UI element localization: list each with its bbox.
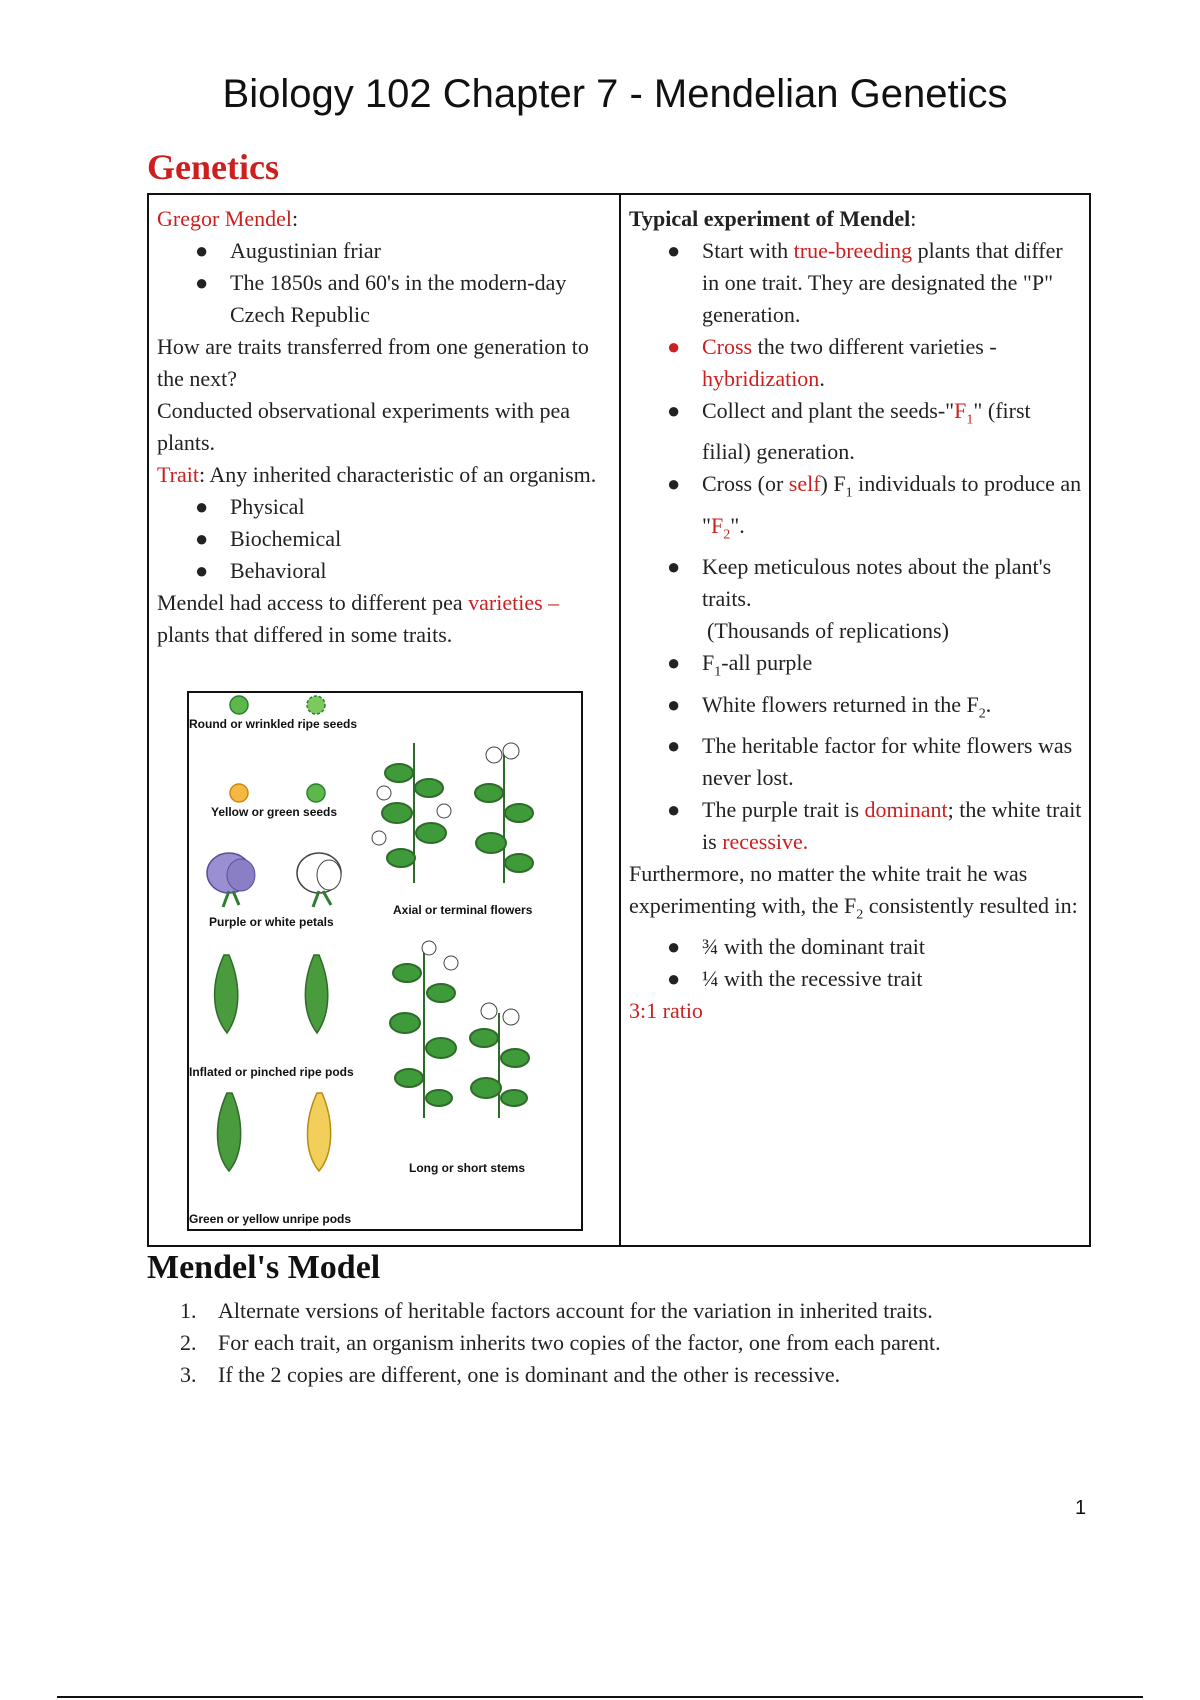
- list-item: ● ¼ with the recessive trait: [629, 963, 1084, 995]
- white-flower-icon: [297, 853, 341, 907]
- bullet-icon: ●: [667, 238, 681, 263]
- bullet-icon: ●: [195, 270, 209, 295]
- trait-types: [157, 491, 612, 587]
- list-item: ● Biochemical: [157, 523, 612, 555]
- green-seed-icon: [307, 784, 325, 802]
- bullet-icon: ●: [667, 966, 681, 992]
- list-item: ● Behavioral: [157, 555, 612, 587]
- bullet-icon: ●: [195, 494, 209, 519]
- bullet-icon: ●: [667, 554, 681, 580]
- left-column: [157, 203, 612, 651]
- bullet-icon: ●: [667, 732, 681, 758]
- wrinkled-seed-icon: [307, 696, 325, 714]
- mendel-bullets: [157, 235, 612, 331]
- list-item: ● White flowers returned in the $F_2$.: [629, 689, 1084, 730]
- label-stems: Long or short stems: [409, 1161, 526, 1175]
- label-flowers: Axial or terminal flowers: [393, 903, 533, 917]
- bullet-icon: ●: [667, 471, 681, 497]
- short-stem-plant-icon: [470, 1003, 529, 1118]
- list-item: ● Physical: [157, 491, 612, 523]
- yellow-pod-icon: [307, 1093, 330, 1171]
- label-petals: Purple or white petals: [209, 915, 334, 929]
- inflated-pod-icon: [215, 955, 238, 1033]
- pea-traits-illustration: [189, 693, 581, 1229]
- list-item: ● The heritable factor for white flowers was never lost.: [629, 730, 1084, 794]
- right-column: [629, 203, 1084, 1027]
- bullet-icon: ●: [667, 796, 681, 822]
- label-yellow-green: Yellow or green seeds: [211, 805, 338, 819]
- trait-label: Trait: [157, 462, 199, 487]
- pea-traits-figure: [187, 691, 583, 1231]
- list-item: ● The purple trait is dominant; the white trait is recessive.: [629, 794, 1084, 858]
- bullet-icon: ●: [195, 238, 209, 263]
- bullet-icon: ●: [667, 934, 681, 960]
- mendel-label: Gregor Mendel: [157, 206, 293, 231]
- experiment-steps: [629, 235, 1084, 615]
- list-item: ● The 1850s and 60's in the modern-day Czech Republic: [157, 267, 612, 331]
- varieties-term: varieties: [468, 590, 543, 615]
- ratio-text: 3:1 ratio: [629, 998, 703, 1024]
- list-item: ● Keep meticulous notes about the plant's traits.: [629, 551, 1084, 615]
- model-list: [180, 1295, 941, 1391]
- list-item: 1. Alternate versions of heritable factors account for the variation in inherited traits.: [180, 1298, 933, 1323]
- replications-note: (Thousands of replications): [707, 618, 949, 644]
- terminal-plant-icon: [475, 743, 533, 883]
- trait-definition: Trait: Any inherited characteristic of an organism.: [157, 462, 597, 487]
- yellow-seed-icon: [230, 784, 248, 802]
- bullet-icon: ●: [667, 398, 681, 423]
- genetics-table: [147, 193, 1091, 1247]
- question-text: How are traits transferred from one generation to the next?: [157, 334, 589, 391]
- list-item: 2. For each trait, an organism inherits two copies of the factor, one from each parent.: [180, 1330, 941, 1355]
- label-pods-color: Green or yellow unripe pods: [189, 1212, 352, 1226]
- bullet-icon: ●: [195, 558, 209, 583]
- bullet-icon: ●: [195, 526, 209, 551]
- label-pods-shape: Inflated or pinched ripe pods: [189, 1065, 354, 1079]
- varieties-text: Mendel had access to different pea varieties – plants that differed in some traits.: [157, 590, 560, 647]
- list-item: ● Cross the two different varieties - hybridization.: [629, 331, 1084, 395]
- list-item: ● Cross (or self) $F_1$ individuals to produce an "$F_2$".: [629, 468, 1084, 551]
- list-item: ● Augustinian friar: [157, 235, 612, 267]
- round-seed-icon: [230, 696, 248, 714]
- section-heading-genetics: Genetics: [147, 147, 279, 187]
- list-item: ● Collect and plant the seeds-"$F_1$" (first filial) generation.: [629, 395, 1084, 468]
- list-item: ● Start with true-breeding plants that differ in one trait. They are designated the "P" generation.: [629, 235, 1084, 331]
- page-separator: [57, 1696, 1143, 1698]
- page-number: 1: [1075, 1497, 1087, 1519]
- observational-text: Conducted observational experiments with pea plants.: [157, 398, 570, 455]
- long-stem-plant-icon: [390, 941, 458, 1118]
- bullet-icon: ●: [667, 650, 681, 676]
- ratio-bullets: [629, 931, 1084, 995]
- list-item: ● ¾ with the dominant trait: [629, 931, 1084, 963]
- purple-flower-icon: [207, 853, 255, 907]
- column-divider: [619, 195, 621, 1245]
- axial-plant-icon: [372, 743, 451, 883]
- furthermore-text: Furthermore, no matter the white trait he was experimenting with, the $F_2$ consistently resulted in:: [629, 860, 1078, 923]
- bullet-icon: ●: [667, 691, 681, 717]
- document-title: Biology 102 Chapter 7 - Mendelian Genetics: [222, 72, 1008, 116]
- list-item: ● $F_1$-all purple: [629, 647, 1084, 688]
- mendel-line: Gregor Mendel:: [157, 206, 299, 231]
- bullet-icon: ●: [667, 334, 681, 359]
- experiment-results: [629, 647, 1084, 858]
- label-round-wrinkled: Round or wrinkled ripe seeds: [189, 717, 358, 731]
- section-heading-mendels-model: Mendel's Model: [147, 1249, 381, 1286]
- list-item: 3. If the 2 copies are different, one is dominant and the other is recessive.: [180, 1362, 841, 1387]
- green-pod-icon: [217, 1093, 240, 1171]
- experiment-heading: Typical experiment of Mendel:: [629, 206, 917, 231]
- pinched-pod-icon: [305, 955, 327, 1033]
